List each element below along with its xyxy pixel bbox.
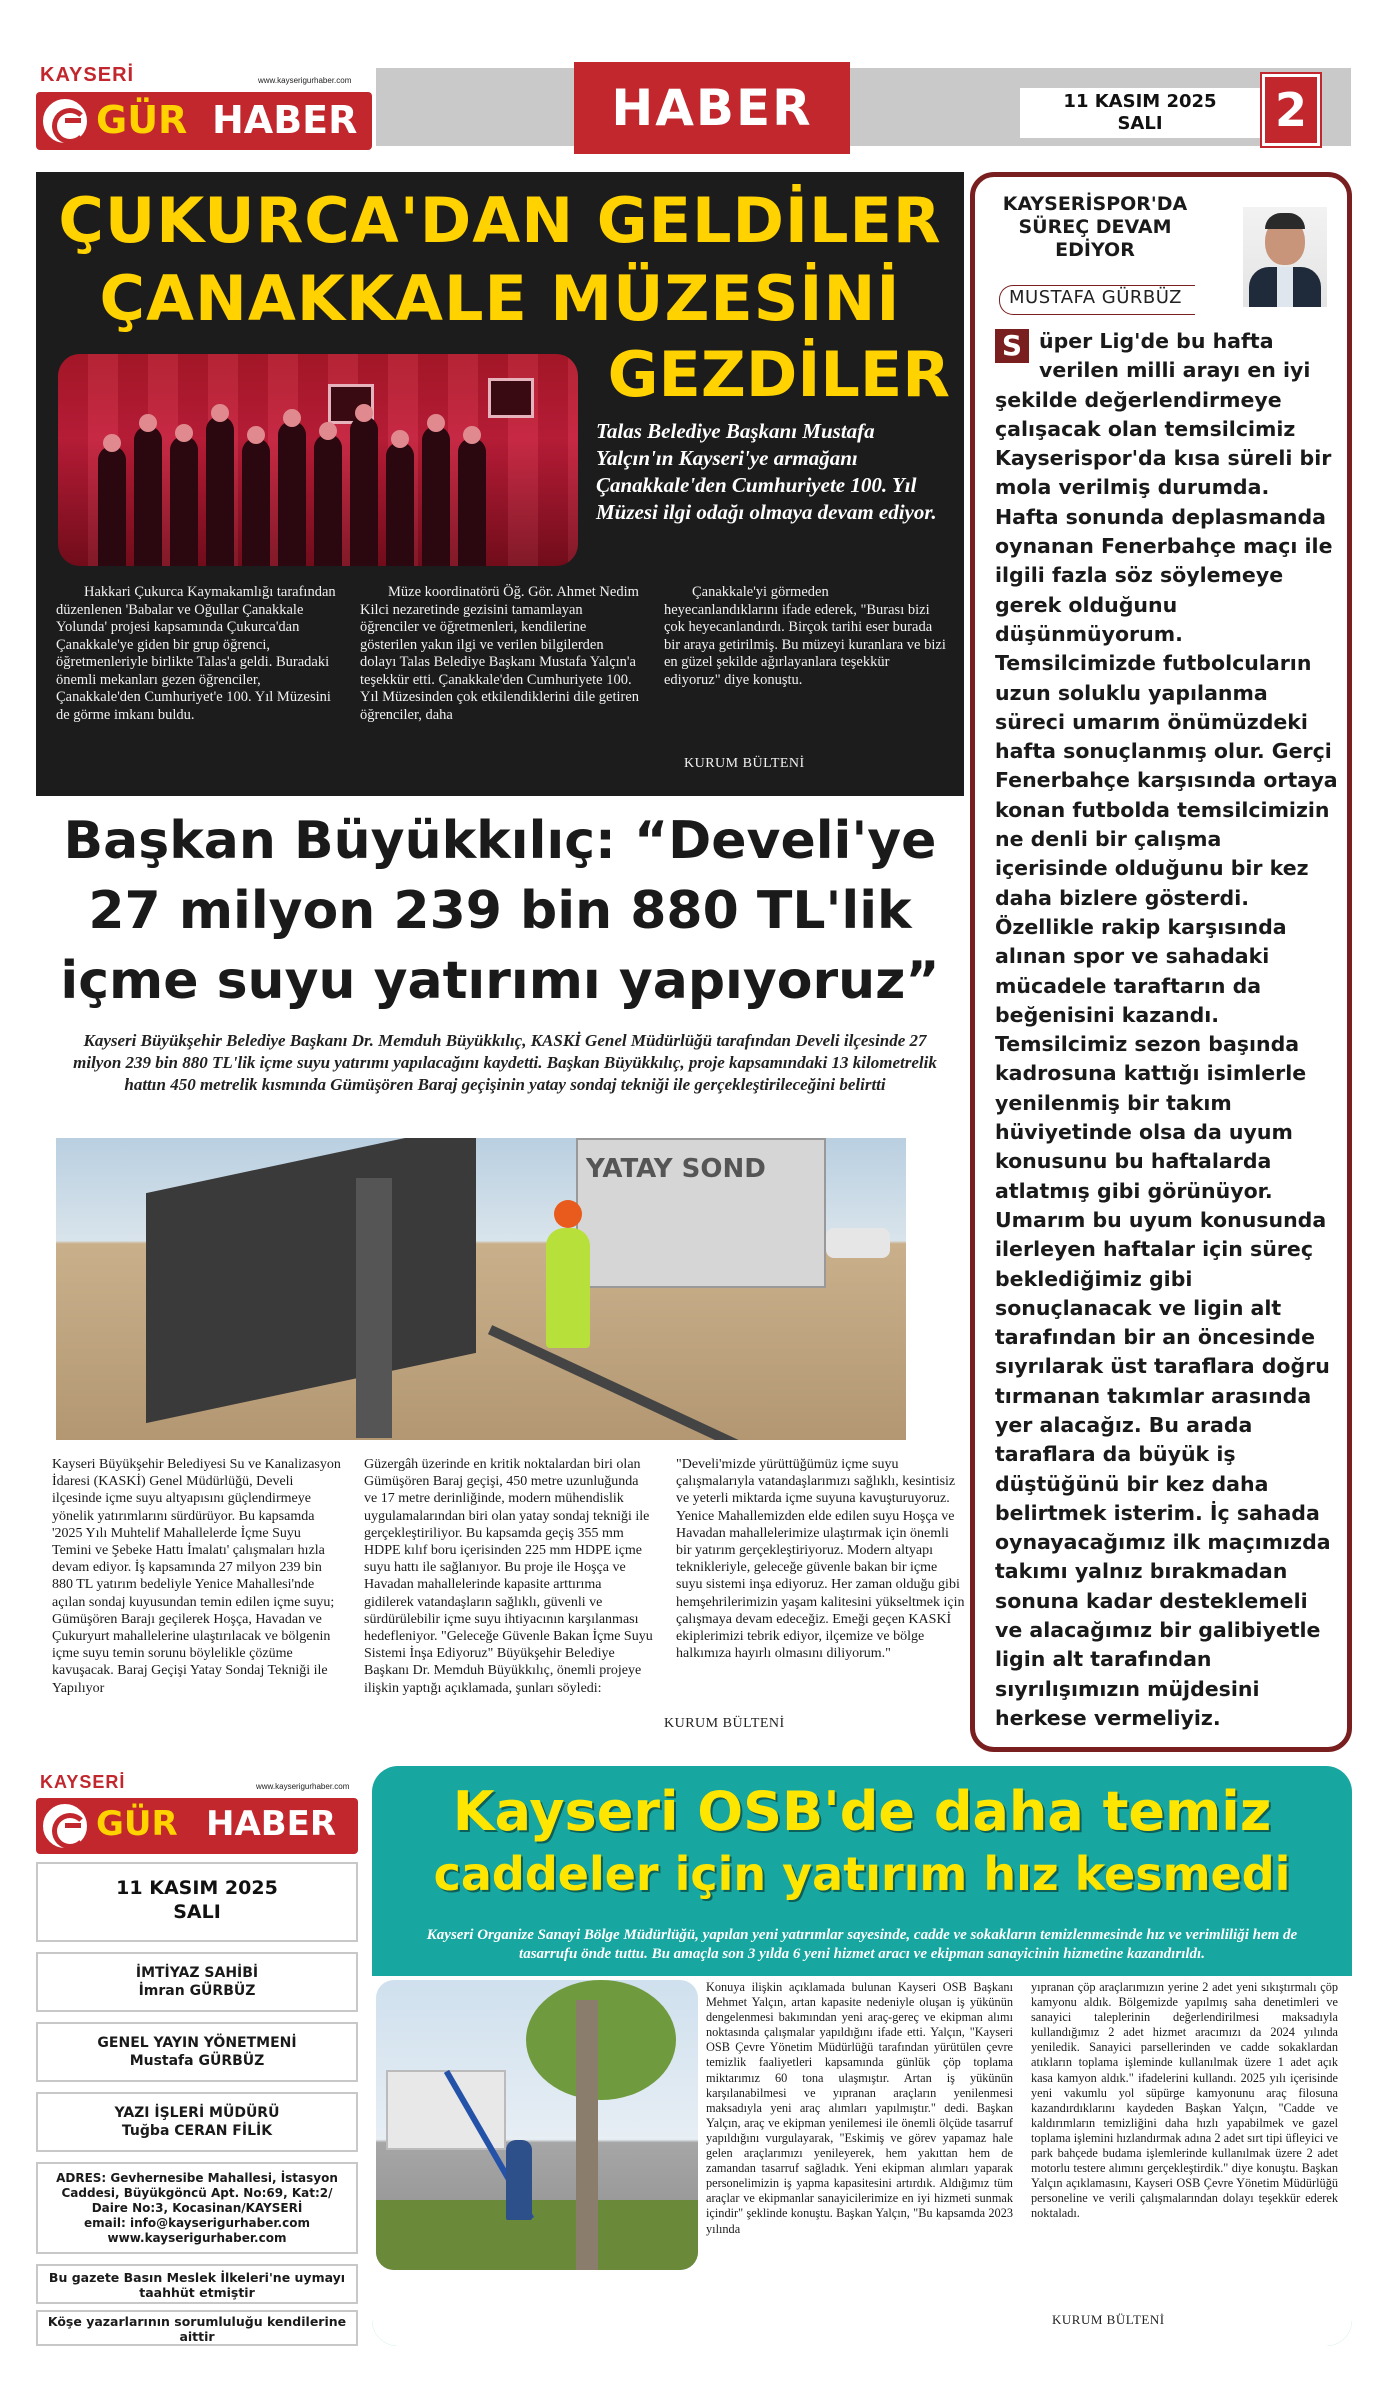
story-osb-headline-line1: Kayseri OSB'de daha temiz (452, 1780, 1272, 1843)
story-museum-caption: Talas Belediye Başkanı Mustafa Yalçın'ın Kayseri'ye armağanı Çanakkale'den Cumhuriyete 100. Yıl Müzesi ilgi odağı olmaya devam ediyor. (596, 419, 937, 524)
story-osb-columns (706, 1980, 1338, 2237)
story-water-body (52, 1456, 966, 1697)
body-column: "Develi'mizde yürüttüğümüz içme suyu çalışmalarıyla vatandaşlarımızı sağlıklı, kesintisiz ve yeterli miktarda içme suyuna kavuşturuyoruz. Yenice Mahallemizden elde edilen suyu Hoşça ve Havadan mahallelerimize ulaştırmak için önemli bir yatırım gerçekleştiriyoruz. Modern altyapı teknikleriyle, geleceğe güvenle bakan bir içme suyu sistemi inşa ediyoruz. Her zaman olduğu gibi hemşehrilerimizin yaşam kalitesini yükseltmek için çalışmaya devam edeceğiz. Emeği geçen KASKİ ekiplerimizi tebrik ediyor, ilçemize ve bölge halkımıza hayırlı olmasını diliyorum." (676, 1457, 965, 1662)
story-osb-headline-line2: caddeler için yatırım hız kesmedi (433, 1847, 1291, 1901)
photo-head (247, 426, 265, 444)
photo-head (427, 414, 445, 432)
header-date (1020, 88, 1260, 138)
story-osb-body (372, 1976, 1352, 2346)
body-column: Güzergâh üzerinde en kritik noktalardan biri olan Gümüşören Baraj geçişi, 450 metre uzunluğunda ve 17 metre derinliğinde, modern mühendislik uygulamalarından biri olan yatay sondaj tekniği ile gerçekleştiriliyor. Bu kapsamda geçiş 355 mm HDPE kılıf boru içerisinden 225 mm HDPE içme suyu hattı ile sağlanıyor. Bu proje ile Hoşça ve Havadan mahallelerinde kapasite arttırıma gidilerek vatandaşların sağlıklı, güvenli ve sürdürülebilir içme suyu ihtiyacının karşılanması hedefleniyor. "Geleceğe Güvenle Bakan İçme Suyu Sistemi İnşa Ediyoruz" Büyükşehir Belediye Başkanı Dr. Memduh Büyükkılıç, önemli projeye ilişkin yaptığı açıklamada, şunları söyledi: (364, 1457, 653, 1696)
photo-head (175, 424, 193, 442)
avatar-shirt (1277, 267, 1293, 307)
story-osb-credit: KURUM BÜLTENİ (1052, 2312, 1165, 2327)
photo-head (319, 422, 337, 440)
impressum-date-line2: SALI (173, 1901, 221, 1923)
impressum-web[interactable]: www.kayserigurhaber.com (107, 2231, 287, 2245)
headline-line: ÇUKURCA'DAN GELDİLER (58, 184, 942, 257)
logo-emblem-icon (40, 1801, 90, 1851)
photo-head (211, 404, 229, 422)
impressum-owner-label: İMTİYAZ SAHİBİ (135, 1965, 259, 1981)
author-avatar (1243, 207, 1327, 307)
photo-worker-helmet (554, 1200, 582, 1228)
header-date-line2: SALI (1117, 113, 1163, 134)
photo-head (355, 404, 373, 422)
impressum-editor-name: Mustafa GÜRBÜZ (129, 2053, 265, 2069)
photo-person (386, 442, 414, 566)
photo-person (422, 426, 450, 566)
logo-url: www.kayserigurhaber.com (258, 76, 352, 85)
photo-tree-leaves (526, 1980, 676, 2100)
story-museum-body (56, 584, 946, 724)
logo-haber-text: HABER (206, 1804, 337, 1844)
column-body (995, 327, 1339, 1733)
opinion-column (970, 172, 1352, 1752)
body-column: Kayseri Büyükşehir Belediyesi Su ve Kanalizasyon İdaresi (KASKİ) Genel Müdürlüğü, Develi ilçesinde içme suyu altyapısını güçlendirmeye yönelik yatırımlarını sürdürüyor. Bu kapsamda '2025 Yılı Muhtelif Mahallelerde İçme Suyu Temini ve Şebeke Hattı İmalatı' çalışmaları hızla devam ediyor. İş kapsamında 27 milyon 239 bin 880 TL yatırım bedeliyle Yenice Mahallesi'nde açılan sondaj kuyusundan temin edilen içme suyu; Gümüşören Barajı geçilerek Hoşça, Havadan ve Çukuryurt mahallelerine ulaştırılacak ve bölgenin içme suyu temin sorunu böylelikle çözüme kavuşacak. Baraj Geçişi Yatay Sondaj Tekniği ile Yapılıyor (52, 1457, 341, 1696)
headline-line: GEZDİLER (607, 338, 950, 411)
story-museum-headline (36, 182, 964, 338)
photo-person (350, 416, 378, 566)
impressum (36, 1770, 358, 2346)
body-column: Çanakkale'yi görmeden heyecanlandıklarını ifade ederek, "Burası bizi çok heyecanlandırdı. Birçok tarihi eser burada bir araya getirilmiş. Bu müzeyi kuranlara ve bizi en güzel şekilde ağırlayanlara teşekkür ediyoruz" diye konuştu. (664, 584, 946, 688)
photo-grass (376, 2200, 698, 2270)
column-title: KAYSERİSPOR'DA SÜREÇ DEVAM EDİYOR (1002, 193, 1188, 261)
photo-person (458, 438, 486, 566)
body-column: yıpranan çöp araçlarımızın yerine 2 adet yeni sıkıştırmalı çöp kamyonu aldık. Bölgemizde yapılmış saha denetimleri ve sanayici taleplerinin değerlendirilmesi maksadıyla kullandığımız 2 adet hizmet aracımızı da 2024 yılında yeniledik. Sanayici parsellerinden ve cadde sokaklardan atıkların toplama işleminde kullanılmak üzere 1 adet açık kasa kamyon aldık." ifadelerini kullandı. 2025 yılı içerisinde yeni vakumlu yol süpürge kamyonunu araç filosuna kazandırdıklarını kaydeden Başkan Yalçın, "Cadde ve kaldırımların temizliğini daha hızlı yapabilmek ve gazel toplama işlemini hızlandırmak adına 2 adet sırt tipi üfleyici ve park bahçede budama işlemlerinde kullanılmak üzere 2 adet motorlu testere alımını gerçekleştirdik." diye konuştu. Başkan Yalçın açıklamasını, Kayseri OSB Çevre Yönetim Müdürlüğü personeline ve verili çalışmalarından dolayı teşekkür ederek noktaladı. (1031, 1980, 1338, 2221)
impressum-editor (36, 2022, 358, 2082)
story-museum-photo[interactable] (58, 354, 578, 566)
logo-url: www.kayserigurhaber.com (256, 1782, 350, 1791)
story-water-credit: KURUM BÜLTENİ (664, 1716, 785, 1731)
logo-emblem-icon (40, 96, 90, 146)
photo-person (134, 426, 162, 566)
impressum-owner-name: İmran GÜRBÜZ (138, 1983, 256, 1999)
photo-head (463, 426, 481, 444)
section-title-text: HABER (611, 79, 813, 137)
photo-person (242, 438, 270, 566)
photo-pipe (488, 1325, 764, 1440)
header-date-line1: 11 KASIM 2025 (1063, 91, 1217, 112)
photo-drill-mast (356, 1178, 392, 1438)
impressum-manager-label: YAZI İŞLERİ MÜDÜRÜ (114, 2105, 280, 2121)
impressum-address: ADRES: Gevhernesibe Mahallesi, İstasyon Caddesi, Büyükgöncü Apt. No:69, Kat:2/ Daire No:3, Kocasinan/KAYSERİ (56, 2171, 338, 2215)
photo-person (278, 421, 306, 566)
logo-gur-text: GÜR (96, 1804, 178, 1844)
story-museum (36, 172, 964, 796)
photo-head (283, 409, 301, 427)
impressum-responsibility: Köşe yazarlarının sorumluluğu kendilerine aittir (36, 2310, 358, 2346)
column-author: MUSTAFA GÜRBÜZ (1009, 287, 1182, 308)
body-column: Konuya ilişkin açıklamada bulunan Kayseri OSB Başkanı Mehmet Yalçın, artan kapasite nedeniyle oluşan iş yükünün dengelenmesi bakımından yeni araç-gereç ve ekipman alımı noktasında çalışmalar yapıldığını ifade etti. Yalçın, "Kayseri OSB Çevre Yönetim Müdürlüğü tarafından yürütülen çevre temizlik faaliyetleri kapsamında günlük çöp toplama miktarımız 60 tona ulaşmıştır. Artan iş yükünün karşılanabilmesi ve yıpranan araçların yenilenmesi maksadıyla yeni araç alımları yapılmıştır." dedi. Başkan Yalçın, araç ve ekipman yenilemesi ile önemli ölçüde tasarruf yapıldığını vurgulayarak, "Eskimiş ve görev yapamaz hale gelen araçlarımızı yenileyerek, hem yakıttan hem de zamandan tasarruf sağladık. Yeni ekipman alımları yaparak personelimizin iş yapma kapasitesini artırdık. Aldığımız tüm araçlar ve ekipmanlar sanayicilerimize en iyi hizmeti sunmak içindir" şeklinde konuştu. Başkan Yalçın, "Bu kapsamda 2023 yılında (706, 1980, 1013, 2236)
column-text: üper Lig'de bu hafta verilen milli arayı en iyi şekilde değerlendirmeye çalışacak olan temsilcimiz Kayserispor'da kısa süreli bir mola verilmiş durumda. Hafta sonunda deplasmanda oynanan Fenerbahçe maçı ile ilgili fazla söz söylemeye gerek olduğunu düşünmüyorum. Temsilcimizde futbolcuların uzun soluklu yapılanma süreci umarım önümüzdeki hafta sonuçlanmış olur. Gerçi Fenerbahçe karşısında ortaya konan futbolda temsilcimizin ne denli bir çalışma içerisinde olduğunu bir kez daha bizlere gösterdi. Özellikle rakip karşısında alınan spor ve sahadaki mücadele taraftarın da beğenisini kazandı. Temsilcimiz sezon başında kadrosuna kattığı isimlerle yenilenmiş bir takım hüviyetinde olsa da uyum konusunu bu haftalarda atlatmış gibi görünüyor. Umarım bu uyum konusunda ilerleyen haftalar için süreç beklediğimiz gibi sonuçlanacak ve ligin alt tarafından bir an öncesinde sıyrılarak üst taraflara doğru tırmanan takımlar arasında yer alacağız. Bu arada taraflara da büyük iş düştüğünü bir kez daha belirtmek isterim. İç sahada oynayacağımız ilk maçımızda takımı yalnız bırakmadan sonuna kadar desteklemeli ve alacağımız bir galibiyetle ligin alt tarafından sıyrılışımızın müjdesini herkese vermeliyiz. (995, 329, 1338, 1730)
impressum-editor-label: GENEL YAYIN YÖNETMENİ (97, 2035, 297, 2051)
photo-worker (506, 2140, 532, 2220)
logo-kayseri-text: KAYSERİ (40, 64, 135, 86)
photo-head (139, 414, 157, 432)
photo-window (488, 378, 534, 418)
photo-tree-trunk (576, 2000, 598, 2270)
impressum-contact (36, 2162, 358, 2254)
impressum-logo[interactable] (36, 1770, 358, 1858)
photo-truck (576, 1138, 826, 1288)
story-osb-spot: Kayseri Organize Sanayi Bölge Müdürlüğü, yapılan yeni yatırımlar sayesinde, cadde ve sokakların temizlenmesinde hız ve verimliliği hem de tasarrufu önde tuttu. Bu amaçla son 3 yılda 6 yeni hizmet aracı ve ekipman sanayicinin hizmetine kazandırıldı. (426, 1927, 1298, 1962)
story-osb (372, 1766, 1352, 2346)
logo-gur-text: GÜR (96, 98, 188, 142)
photo-person (314, 434, 342, 566)
logo[interactable] (36, 62, 372, 154)
section-title (574, 62, 850, 154)
story-osb-photo[interactable] (376, 1980, 698, 2270)
headline-line: ÇANAKKALE MÜZESİNİ (99, 262, 901, 335)
avatar-hair (1265, 213, 1305, 229)
photo-head (103, 434, 121, 452)
impressum-ethics: Bu gazete Basın Meslek İlkeleri'ne uymayı taahhüt etmiştir (36, 2264, 358, 2304)
story-water-spot: Kayseri Büyükşehir Belediye Başkanı Dr. Memduh Büyükkılıç, KASKİ Genel Müdürlüğü tarafından Develi ilçesinde 27 milyon 239 bin 880 TL'lik içme suyu yatırımı yapılacağını kaydetti. Başkan Büyükkılıç, proje kapsamındaki 13 kilometrelik hattın 450 metrelik kısmında Gümüşören Baraj geçişinin yatay sondaj tekniği ile gerçekleştirileceğini belirtti (73, 1031, 937, 1094)
photo-drill-rig (146, 1138, 476, 1423)
story-water-photo[interactable] (56, 1138, 906, 1440)
impressum-owner (36, 1952, 358, 2012)
impressum-email[interactable]: email: info@kayserigurhaber.com (84, 2216, 310, 2230)
story-museum-credit: KURUM BÜLTENİ (684, 756, 805, 771)
logo-haber-text: HABER (212, 98, 358, 142)
photo-person (206, 416, 234, 566)
story-water-headline: Başkan Büyükkılıç: “Develi'ye 27 milyon 239 bin 880 TL'lik içme suyu yatırımı yapıyoruz” (60, 811, 940, 1011)
impressum-date-line1: 11 KASIM 2025 (116, 1877, 278, 1899)
body-column: Müze koordinatörü Öğ. Gör. Ahmet Nedim Kilci nezaretinde gezisini tamamlayan öğrenciler ve öğretmenleri, kendilerine gösterilen yakın ilgi ve verilen bilgilerden dolayı Talas Belediye Başkanı Mustafa Yalçın'a teşekkür etti. Çanakkale'den Cumhuriyete 100. Yıl Müzesinden çok etkilendiklerini dile getiren öğrenciler, daha (360, 584, 640, 723)
photo-truck-text: YATAY SOND (586, 1154, 766, 1184)
logo-kayseri-text: KAYSERİ (40, 1772, 126, 1792)
impressum-manager (36, 2092, 358, 2152)
photo-person (98, 446, 126, 566)
photo-car (826, 1228, 890, 1258)
body-column: Hakkari Çukurca Kaymakamlığı tarafından düzenlenen 'Babalar ve Oğullar Çanakkale Yolunda' projesi kapsamında Çukurca'dan Çanakkale'ye giden bir grup öğrenci, öğretmenleriyle birlikte Talas'a geldi. Buradaki önemli mekanları gezen öğrenciler, Çanakkale'den Cumhuriyet'e 100. Yıl Müzesini de görme imkanı buldu. (56, 584, 336, 723)
photo-person (170, 436, 198, 566)
column-dropcap: S (995, 329, 1029, 363)
page-number: 2 (1262, 74, 1320, 146)
impressum-manager-name: Tuğba CERAN FİLİK (121, 2123, 273, 2139)
impressum-date (36, 1862, 358, 1942)
photo-head (391, 430, 409, 448)
photo-worker (546, 1228, 590, 1348)
